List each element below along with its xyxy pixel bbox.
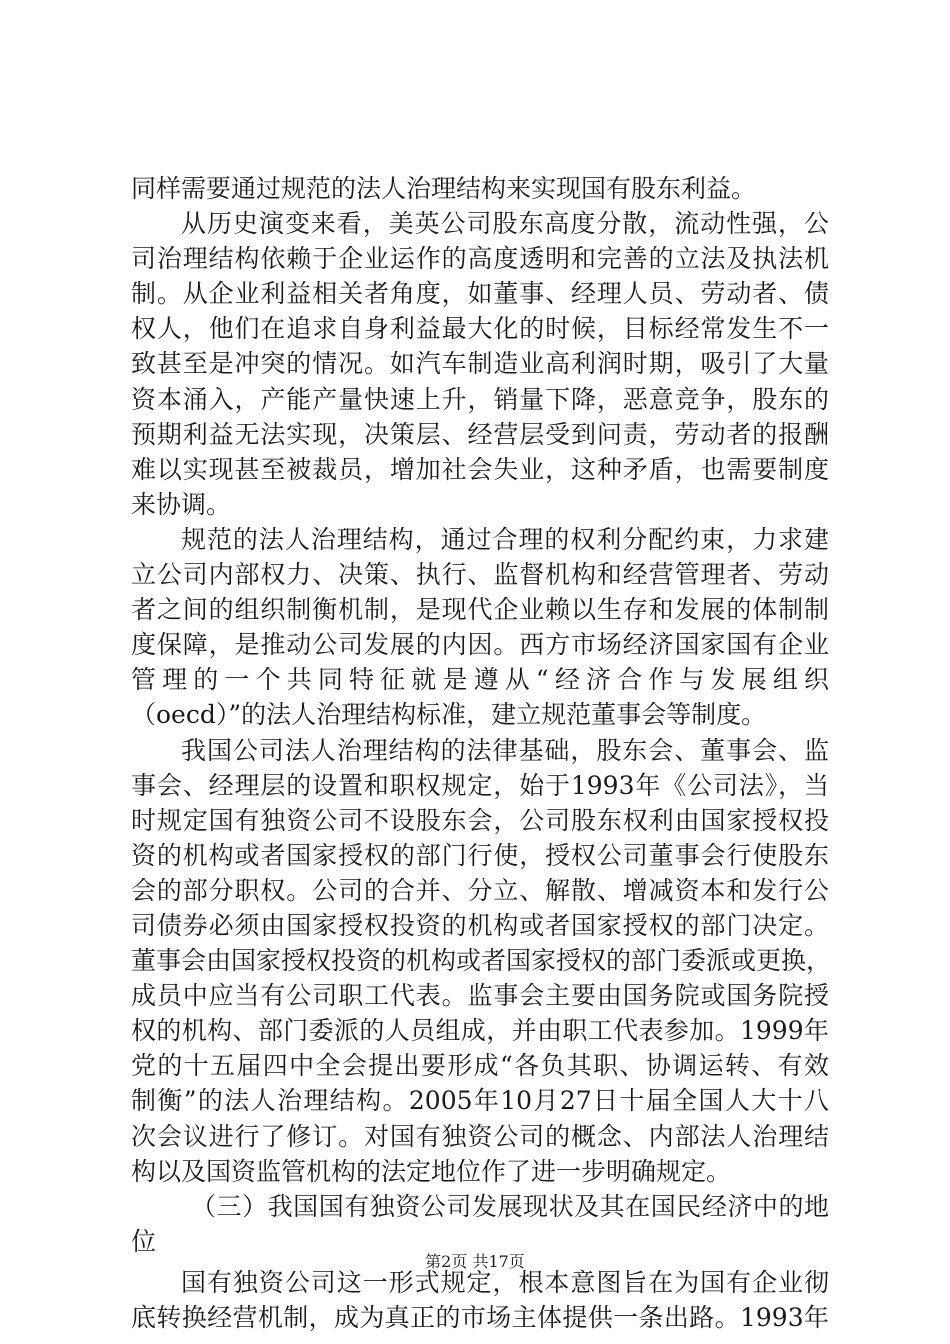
text-line: 资的机构或者国家授权的部门行使，授权公司董事会行使股东 bbox=[131, 840, 829, 870]
text-line: 致甚至是冲突的情况。如汽车制造业高利润时期，吸引了大量 bbox=[131, 349, 829, 379]
text-line: 预期利益无法实现，决策层、经营层受到问责，劳动者的报酬 bbox=[131, 419, 829, 449]
text-line: 构以及国资监管机构的法定地位作了进一步明确规定。 bbox=[131, 1156, 732, 1186]
text-line: （oecd）”的法人治理结构标准，建立规范董事会等制度。 bbox=[131, 700, 767, 730]
text-line: 资本涌入，产能产量快速上升，销量下降，恶意竞争，股东的 bbox=[131, 384, 829, 414]
text-line: 事会、经理层的设置和职权规定，始于1993年《公司法》，当 bbox=[131, 770, 829, 800]
text-line: 同样需要通过规范的法人治理结构来实现国有股东利益。 bbox=[131, 174, 757, 203]
text-line: 制。从企业利益相关者角度，如董事、经理人员、劳动者、债 bbox=[131, 279, 829, 309]
text-line: 底转换经营机制，成为真正的市场主体提供一条出路。1993年 bbox=[131, 1303, 829, 1332]
text-line: 次会议进行了修订。对国有独资公司的概念、内部法人治理结 bbox=[131, 1121, 829, 1151]
text-line: 管理的一个共同特征就是遵从“经济合作与发展组织 bbox=[131, 665, 829, 695]
text-line: 度保障，是推动公司发展的内因。西方市场经济国家国有企业 bbox=[131, 630, 829, 660]
text-line: 党的十五届四中全会提出要形成“各负其职、协调运转、有效 bbox=[131, 1051, 829, 1081]
section-heading: （三）我国国有独资公司发展现状及其在国民经济中的地 bbox=[191, 1191, 829, 1221]
text-line: 国有独资公司这一形式规定，根本意图旨在为国有企业彻 bbox=[181, 1267, 829, 1297]
text-line: 权的机构、部门委派的人员组成，并由职工代表参加。1999年 bbox=[131, 1016, 829, 1046]
section-heading-continued: 位 bbox=[131, 1226, 157, 1256]
document-body bbox=[131, 171, 832, 1335]
text-line: 难以实现甚至被裁员，增加社会失业，这种矛盾，也需要制度 bbox=[131, 454, 829, 484]
text-line: 立公司内部权力、决策、执行、监督机构和经营管理者、劳动 bbox=[131, 560, 829, 590]
text-line: 者之间的组织制衡机制，是现代企业赖以生存和发展的体制制 bbox=[131, 595, 829, 625]
text-line: 时规定国有独资公司不设股东会，公司股东权利由国家授权投 bbox=[131, 805, 829, 835]
text-line: 从历史演变来看，美英公司股东高度分散，流动性强，公 bbox=[181, 209, 829, 239]
text-line: 成员中应当有公司职工代表。监事会主要由国务院或国务院授 bbox=[131, 981, 829, 1011]
text-line: 司债券必须由国家授权投资的机构或者国家授权的部门决定。 bbox=[131, 910, 829, 940]
text-line: 董事会由国家授权投资的机构或者国家授权的部门委派或更换， bbox=[131, 946, 832, 976]
text-line: 权人，他们在追求自身利益最大化的时候，目标经常发生不一 bbox=[131, 314, 829, 344]
text-line: 制衡”的法人治理结构。2005年10月27日十届全国人大十八 bbox=[131, 1086, 829, 1116]
page-number: 第2页 共17页 bbox=[425, 1252, 525, 1271]
text-line: 司治理结构依赖于企业运作的高度透明和完善的立法及执法机 bbox=[131, 244, 829, 274]
text-line: 来协调。 bbox=[131, 489, 232, 519]
text-line: 我国公司法人治理结构的法律基础，股东会、董事会、监 bbox=[181, 735, 829, 765]
text-line: 会的部分职权。公司的合并、分立、解散、增减资本和发行公 bbox=[131, 875, 829, 905]
text-line: 规范的法人治理结构，通过合理的权利分配约束，力求建 bbox=[181, 524, 829, 554]
